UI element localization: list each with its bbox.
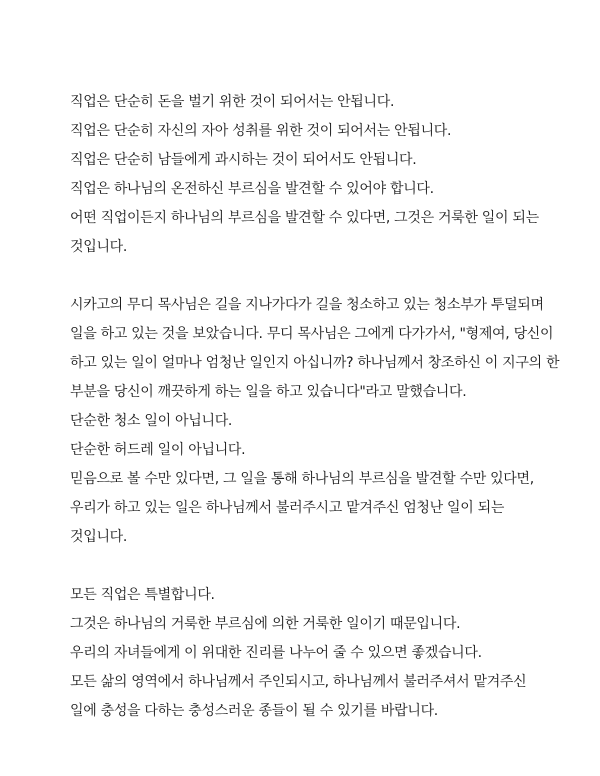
paragraph-2-line-6: 단순한 허드레 일이 아닙니다. [70, 442, 246, 458]
paragraph-3-line-3: 우리의 자녀들에게 이 위대한 진리를 나누어 줄 수 있으면 좋겠습니다. [70, 645, 482, 661]
paragraph-spacer [70, 262, 550, 291]
paragraph-2-line-9: 것입니다. [70, 529, 128, 545]
paragraph-1-line-3: 직업은 단순히 남들에게 과시하는 것이 되어서도 안됩니다. [70, 152, 417, 168]
paragraph-3-line-5: 일에 충성을 다하는 충성스러운 종들이 될 수 있기를 바랍니다. [70, 703, 438, 719]
paragraph-2-line-5: 단순한 청소 일이 아닙니다. [70, 413, 233, 429]
paragraph-1-line-2: 직업은 단순히 자신의 자아 성취를 위한 것이 되어서는 안됩니다. [70, 123, 452, 139]
paragraph-2-line-1: 시카고의 무디 목사님은 길을 지나가다가 길을 청소하고 있는 청소부가 투덜되며 [70, 297, 544, 313]
paragraph-1-line-4: 직업은 하나님의 온전하신 부르심을 발견할 수 있어야 합니다. [70, 181, 434, 197]
paragraph-3-line-1: 모든 직업은 특별합니다. [70, 587, 215, 603]
paragraph-1-line-6: 것입니다. [70, 239, 128, 255]
document-body [70, 88, 560, 726]
paragraph-1-line-1: 직업은 단순히 돈을 벌기 위한 것이 되어서는 안됩니다. [70, 94, 395, 110]
paragraph-2-line-2: 일을 하고 있는 것을 보았습니다. 무디 목사님은 그에게 다가가서, "형제여, 당신이 [70, 326, 554, 342]
paragraph-3-line-2: 그것은 하나님의 거룩한 부르심에 의한 거룩한 일이기 때문입니다. [70, 616, 461, 632]
paragraph-2-line-8: 우리가 하고 있는 일은 하나님께서 불러주시고 맡겨주신 엄청난 일이 되는 [70, 500, 505, 516]
paragraph-1-line-5: 어떤 직업이든지 하나님의 부르심을 발견할 수 있다면, 그것은 거룩한 일이 되는 [70, 210, 539, 226]
paragraph-2-line-4: 부분을 당신이 깨끗하게 하는 일을 하고 있습니다"라고 말했습니다. [70, 384, 467, 400]
paragraph-spacer [70, 552, 550, 581]
paragraph-3-line-4: 모든 삶의 영역에서 하나님께서 주인되시고, 하나님께서 불러주셔서 맡겨주신 [70, 674, 527, 690]
paragraph-2-line-3: 하고 있는 일이 얼마나 엄청난 일인지 아십니까? 하나님께서 창조하신 이 지구의 한 [70, 355, 560, 371]
paragraph-2-line-7: 믿음으로 볼 수만 있다면, 그 일을 통해 하나님의 부르심을 발견할 수만 있다면, [70, 471, 534, 487]
